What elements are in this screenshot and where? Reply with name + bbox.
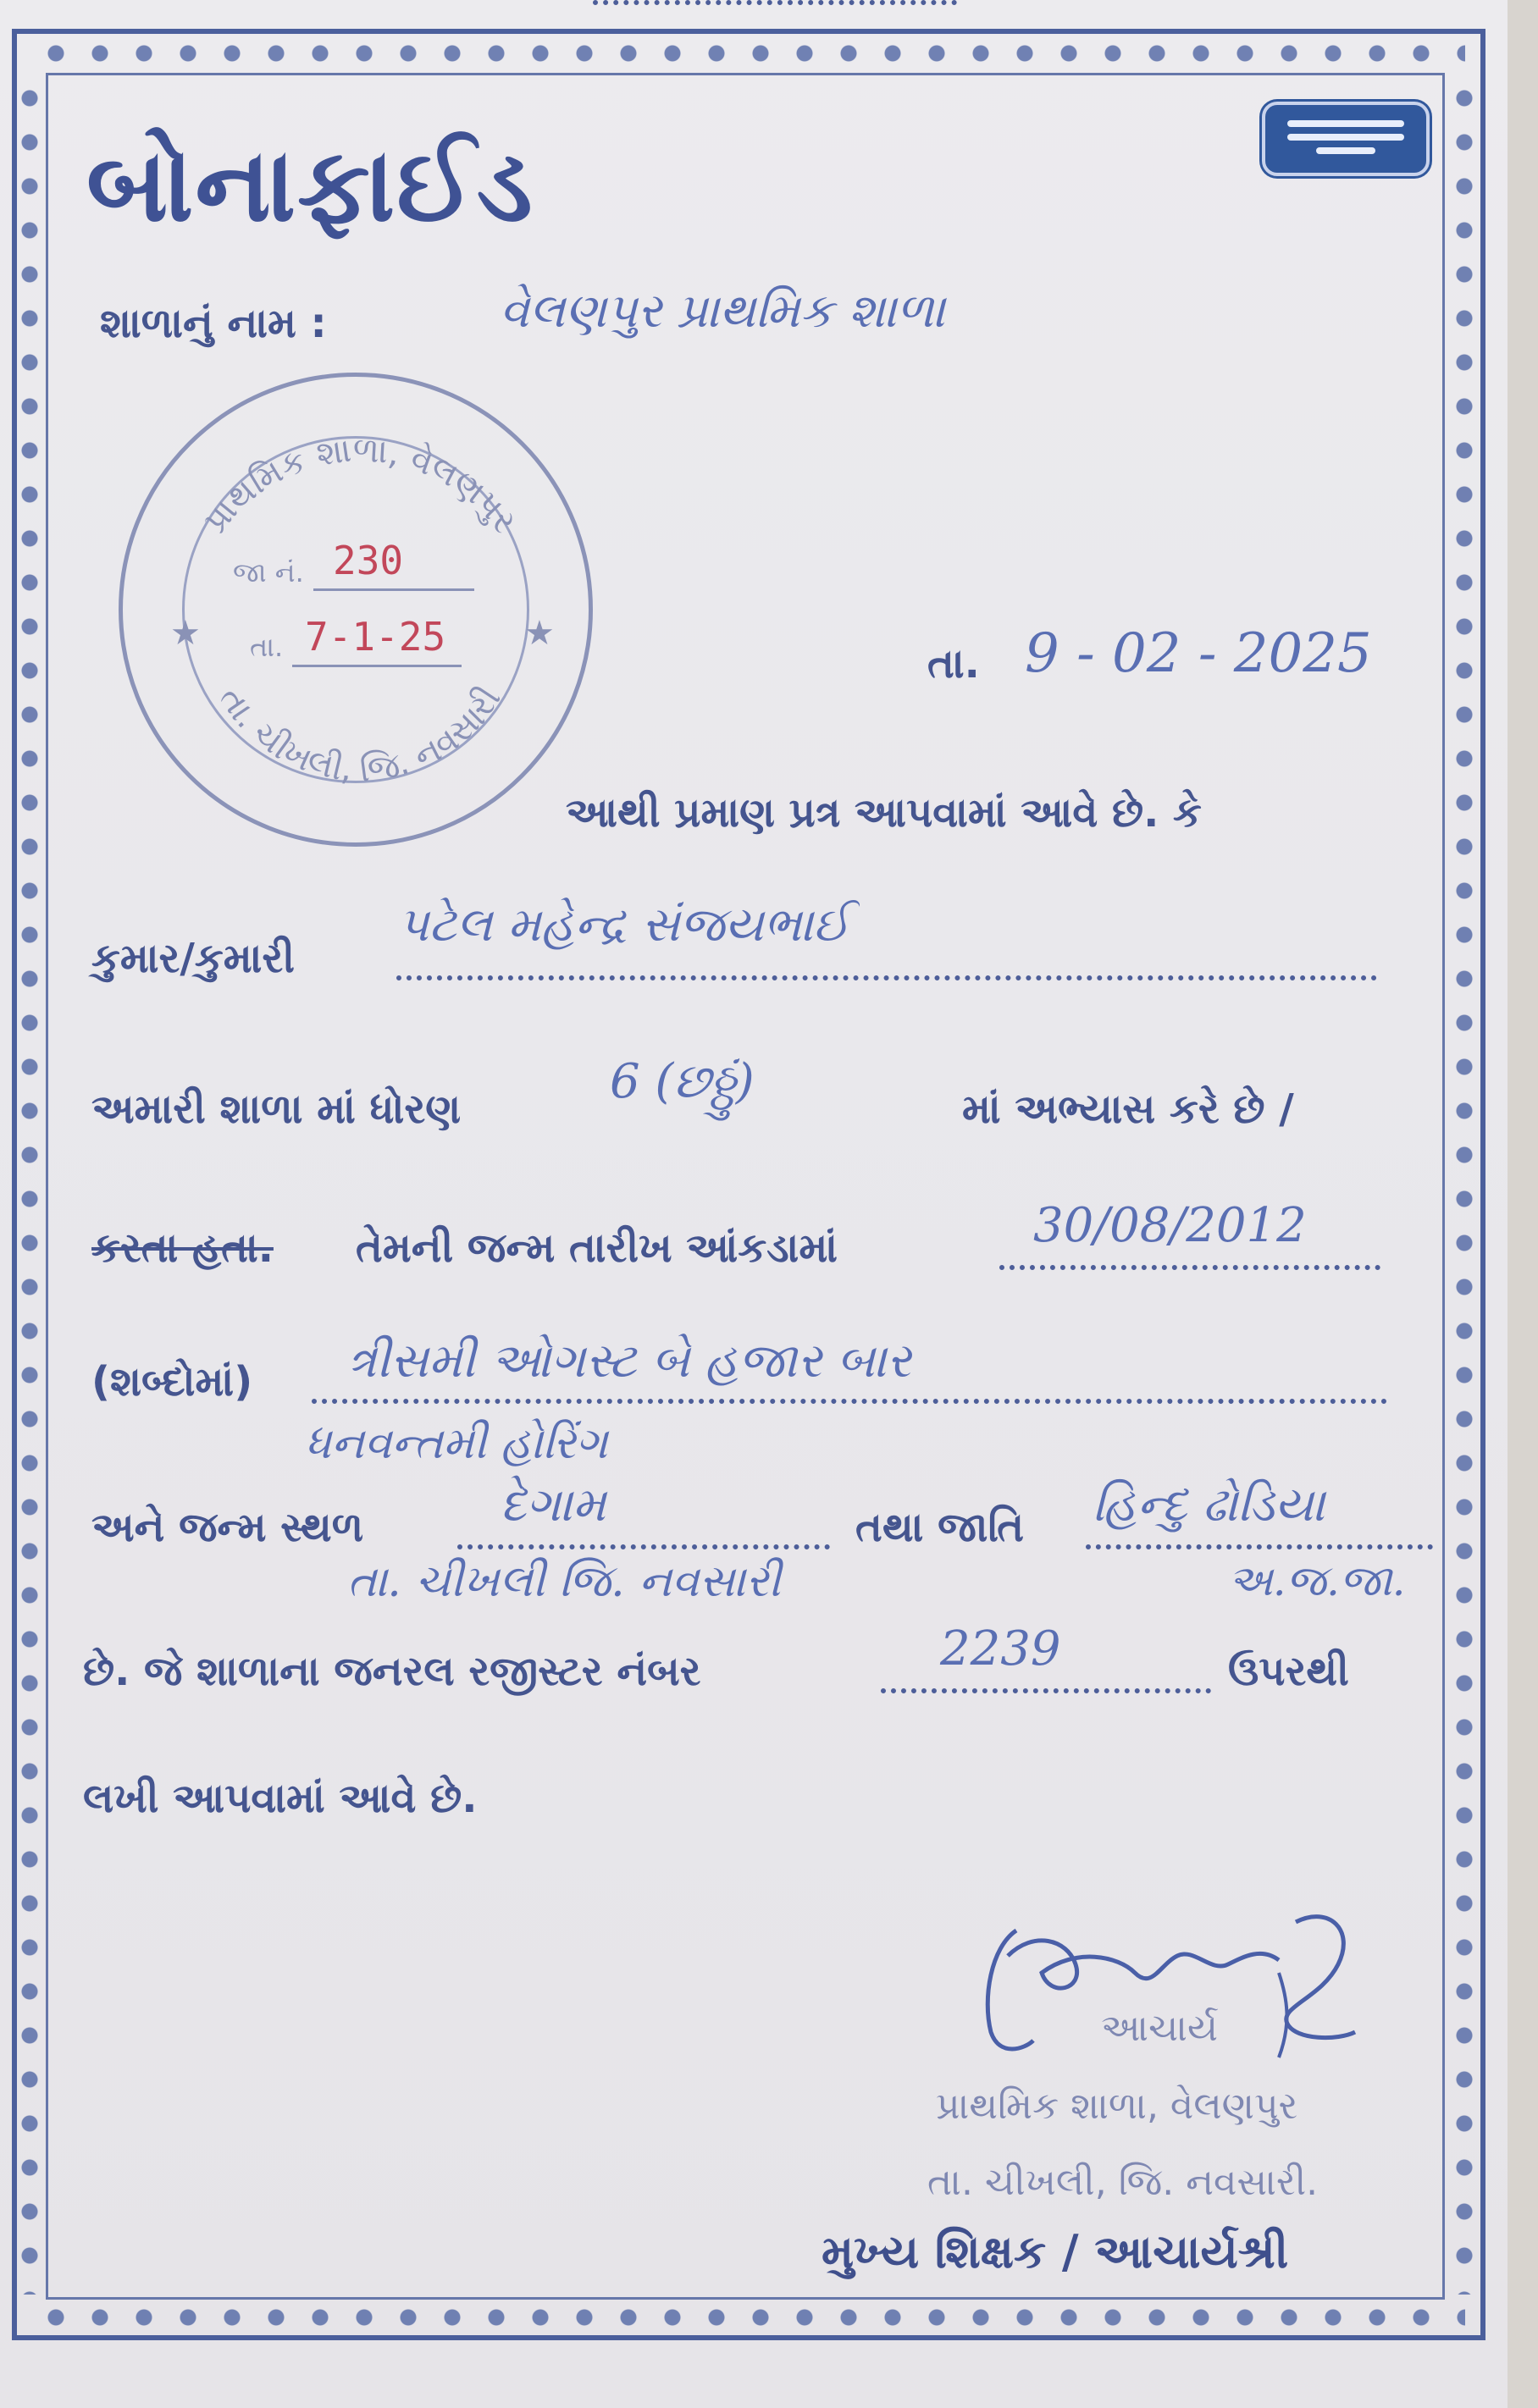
certificate-title: બોનાફાઈડ bbox=[86, 127, 534, 245]
svg-text:પ્રાથમિક શાળા, વેલણપુર bbox=[196, 430, 524, 540]
svg-text:તા. ચીખલી, જિ. નવસારી bbox=[211, 680, 508, 790]
caste-label: તથા જાતિ bbox=[855, 1504, 1025, 1551]
register-label: છે. જે શાળાના જનરલ રજીસ્ટર નંબર bbox=[83, 1648, 701, 1695]
birthplace-value: દેગામ bbox=[500, 1477, 606, 1533]
student-label: કુમાર/કુમારી bbox=[91, 935, 295, 982]
dob-digits-line bbox=[999, 1265, 1380, 1270]
dob-words-line bbox=[312, 1399, 1387, 1404]
principal-signature bbox=[957, 1897, 1380, 2083]
stamp-no-label: જા નં. bbox=[233, 556, 304, 588]
class-suffix: માં અભ્યાસ કરે છે / bbox=[962, 1085, 1294, 1133]
school-label: શાળાનું નામ : bbox=[100, 300, 327, 347]
school-name: વેલણપુર પ્રાથમિક શાળા bbox=[500, 284, 945, 339]
student-name: પટેલ મહેન્દ્ર સંજયભાઈ bbox=[398, 897, 850, 953]
caste-line bbox=[1086, 1544, 1433, 1549]
caste-value: હિન્દુ ઢોડિયા bbox=[1093, 1477, 1325, 1533]
register-suffix: ઉપરથી bbox=[1228, 1648, 1349, 1695]
ornament-left bbox=[17, 76, 42, 2295]
birthplace-value-2: તા. ચીખલી જિ. નવસારી bbox=[347, 1556, 781, 1607]
stamp-date-label: તા. bbox=[250, 631, 284, 663]
ornament-bottom bbox=[34, 2305, 1465, 2330]
dob-words-line1: ત્રીસમી ઓગસ્ટ બે હજાર બાર bbox=[347, 1334, 911, 1389]
stamp-date-value: 7-1-25 bbox=[305, 614, 446, 660]
register-line bbox=[881, 1688, 1211, 1693]
date-value: 9 - 02 - 2025 bbox=[1025, 622, 1372, 685]
was-label: કરતા હતા. bbox=[91, 1224, 274, 1272]
class-line bbox=[593, 0, 957, 5]
stamp-star-right: ★ bbox=[524, 614, 555, 653]
ornament-top bbox=[34, 41, 1465, 66]
stamp-no-value: 230 bbox=[333, 538, 404, 583]
intro-text: આથી પ્રમાણ પ્રત્ર આપવામાં આવે છે. કે bbox=[566, 789, 1202, 837]
principal-title: મુખ્ય શિક્ષક / આચાર્યશ્રી bbox=[822, 2225, 1289, 2278]
class-label: અમારી શાળા માં ધોરણ bbox=[91, 1085, 462, 1133]
caste-value-2: અ.જ.જા. bbox=[1228, 1556, 1406, 1605]
dob-digits: 30/08/2012 bbox=[1033, 1198, 1307, 1253]
signature-role: આચાર્ય bbox=[1101, 2007, 1218, 2050]
stamp-top-text: પ્રાથમિક શાળા, વેલણપુર bbox=[196, 430, 525, 541]
stamp-bottom-text: તા. ચીખલી, જિ. નવસારી bbox=[211, 680, 509, 791]
stamp-date-line bbox=[292, 665, 462, 667]
student-name-line bbox=[396, 975, 1377, 980]
sign-school: પ્રાથમિક શાળા, વેલણપુર bbox=[936, 2085, 1298, 2128]
ornament-right bbox=[1452, 76, 1477, 2295]
dob-words-label: (શબ્દોમાં) bbox=[91, 1358, 253, 1406]
birthplace-label: અને જન્મ સ્થળ bbox=[91, 1504, 364, 1551]
stamp-no-line bbox=[313, 588, 474, 591]
dob-words-line2: ધનવન્તમી હોરિંગ bbox=[305, 1418, 608, 1469]
stamp-star-left: ★ bbox=[170, 614, 201, 653]
date-label: તા. bbox=[927, 640, 980, 688]
sign-place: તા. ચીખલી, જિ. નવસારી. bbox=[927, 2161, 1319, 2204]
school-stamp bbox=[119, 373, 593, 847]
dob-label: તેમની જન્મ તારીખ આંકડામાં bbox=[356, 1224, 838, 1272]
register-number: 2239 bbox=[940, 1621, 1061, 1676]
class-value: 6 (છઠ્ઠું) bbox=[610, 1054, 755, 1109]
publisher-logo bbox=[1262, 102, 1430, 176]
birthplace-line bbox=[457, 1544, 830, 1549]
closing-text: લખી આપવામાં આવે છે. bbox=[83, 1775, 478, 1822]
